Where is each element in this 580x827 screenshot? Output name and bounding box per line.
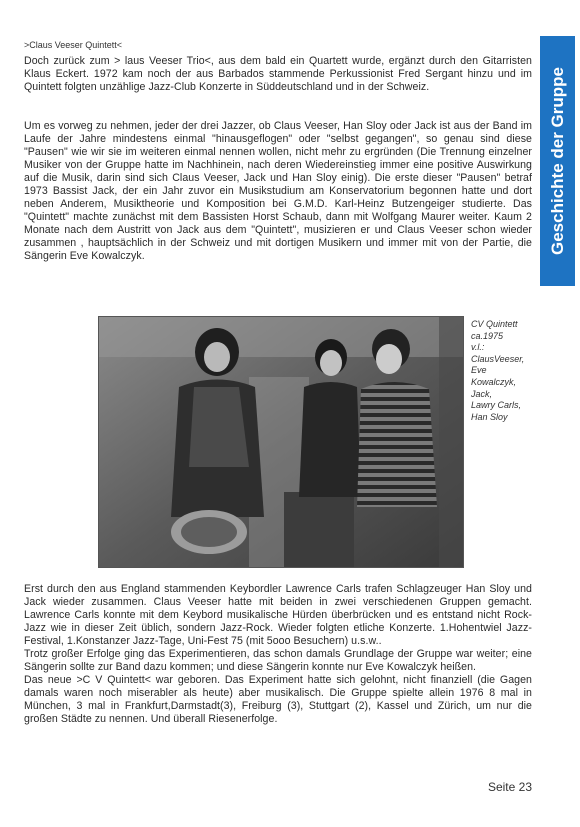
section-title: >Claus Veeser Quintett< xyxy=(24,40,123,50)
side-tab xyxy=(540,36,575,286)
caption-line: Lawry Carls, xyxy=(471,400,522,411)
caption-line: Jack, xyxy=(471,388,493,399)
paragraph-intro: Doch zurück zum > laus Veeser Trio<, aus dem bald ein Quartett wurde, ergänzt durch den Gitarristen Klaus Eckert. 1972 kam noch der aus Barbados stammende Perkussionist Fred Sergant hinzu und im Quintett folgten unzählige Jazz-Club Konzerte in Süddeutschland und in der Schweiz. xyxy=(24,55,532,94)
caption-line: ClausVeeser, xyxy=(471,353,525,364)
paragraph-singer: Trotz großer Erfolge ging das Experimentieren, das schon damals Grundlage der Gruppe war weiter; eine Sängerin sollte zur Band dazu kommen; und diese Sängerin konnte nur Eve Kowalczyk heißen. xyxy=(24,648,532,674)
caption-line: CV Quintett xyxy=(471,319,518,329)
caption-line: v.l.: xyxy=(471,342,485,353)
paragraph-lawrence-carls: Erst durch den aus England stammenden Keybordler Lawrence Carls trafen Schlagzeuger Han Sloy und Jack wieder zusammen. Claus Veeser hatte mit beiden in zwei verschiedenen Gruppen gemacht. Lawrence Carls konnte mit dem Keybord musikalische Hürden überbrücken und es entstand nicht Rock-Jazz wie in dieser Zeit üblich, sondern Jazz-Rock. Wieder folgten etliche Konzerte. 1.Hohentwiel Jazz-Festival, 1.Konstanzer Jazz-Tage, Uni-Fest 75 (mit 5ooo Besuchern) u.s.w.. xyxy=(24,583,532,648)
photo-caption xyxy=(471,319,541,423)
side-tab-label: Geschichte der Gruppe xyxy=(547,67,567,255)
paragraph-pauses: Um es vorweg zu nehmen, jeder der drei Jazzer, ob Claus Veeser, Han Sloy oder Jack ist aus der Band im Laufe der Jahre mindestens einmal "hinausgeflogen" oder "selbst gegangen", so genau sind diese "Pausen" wie wir sie im weiteren einmal nennen wollen, nicht mehr zu ergründen (Die Trennung einzelner Musiker von der Gruppe hatte im Nachhinein, nach deren Wiedereinstieg immer eine positive Auswirkung auf die Musik, darin sind sich Claus Veeser, Jack und Han Sloy einig). Die erste dieser "Pausen" betraf 1973 Bassist Jack, der ein Jahr zuvor ein Musikstudium am Konservatorium begonnen hatte und dort neben Anderem, Musiktheorie und Komposition bei G.M.D. Karl-Heinz Butzengeiger studierte. Das "Quintett" machte zunächst mit dem Bassisten Horst Schaub, dann mit Wolfgang Maurer weiter. Kaum 2 Monate nach dem Austritt von Jack aus dem "Quintett", musizieren er und Claus Veeser schon wieder zusammen , hauptsächlich in der Schweiz und mit dortigen Musikern und immer mit von der Partie, die Sängerin Eve Kowalczyk. xyxy=(24,120,532,263)
band-photo xyxy=(98,316,464,568)
caption-line: Kowalczyk, xyxy=(471,376,517,387)
caption-line: ca.1975 xyxy=(471,330,504,341)
caption-line: Eve xyxy=(471,365,487,376)
caption-line: Han Sloy xyxy=(471,411,508,422)
page-number: Seite 23 xyxy=(487,780,532,794)
paragraph-new-quintett: Das neue >C V Quintett< war geboren. Das Experiment hatte sich gelohnt, nicht finanziell (die Gagen damals waren noch miserabler als heute) aber musikalisch. Die Gruppe spielte allein 1976 8 mal in München, 3 mal in Frankfurt,Darmstadt(3), Freiburg (3), Stuttgart (2), Kassel und Zürich, um nur die großen Städte zu nennen. Und überall Riesenerfolge. xyxy=(24,674,532,726)
